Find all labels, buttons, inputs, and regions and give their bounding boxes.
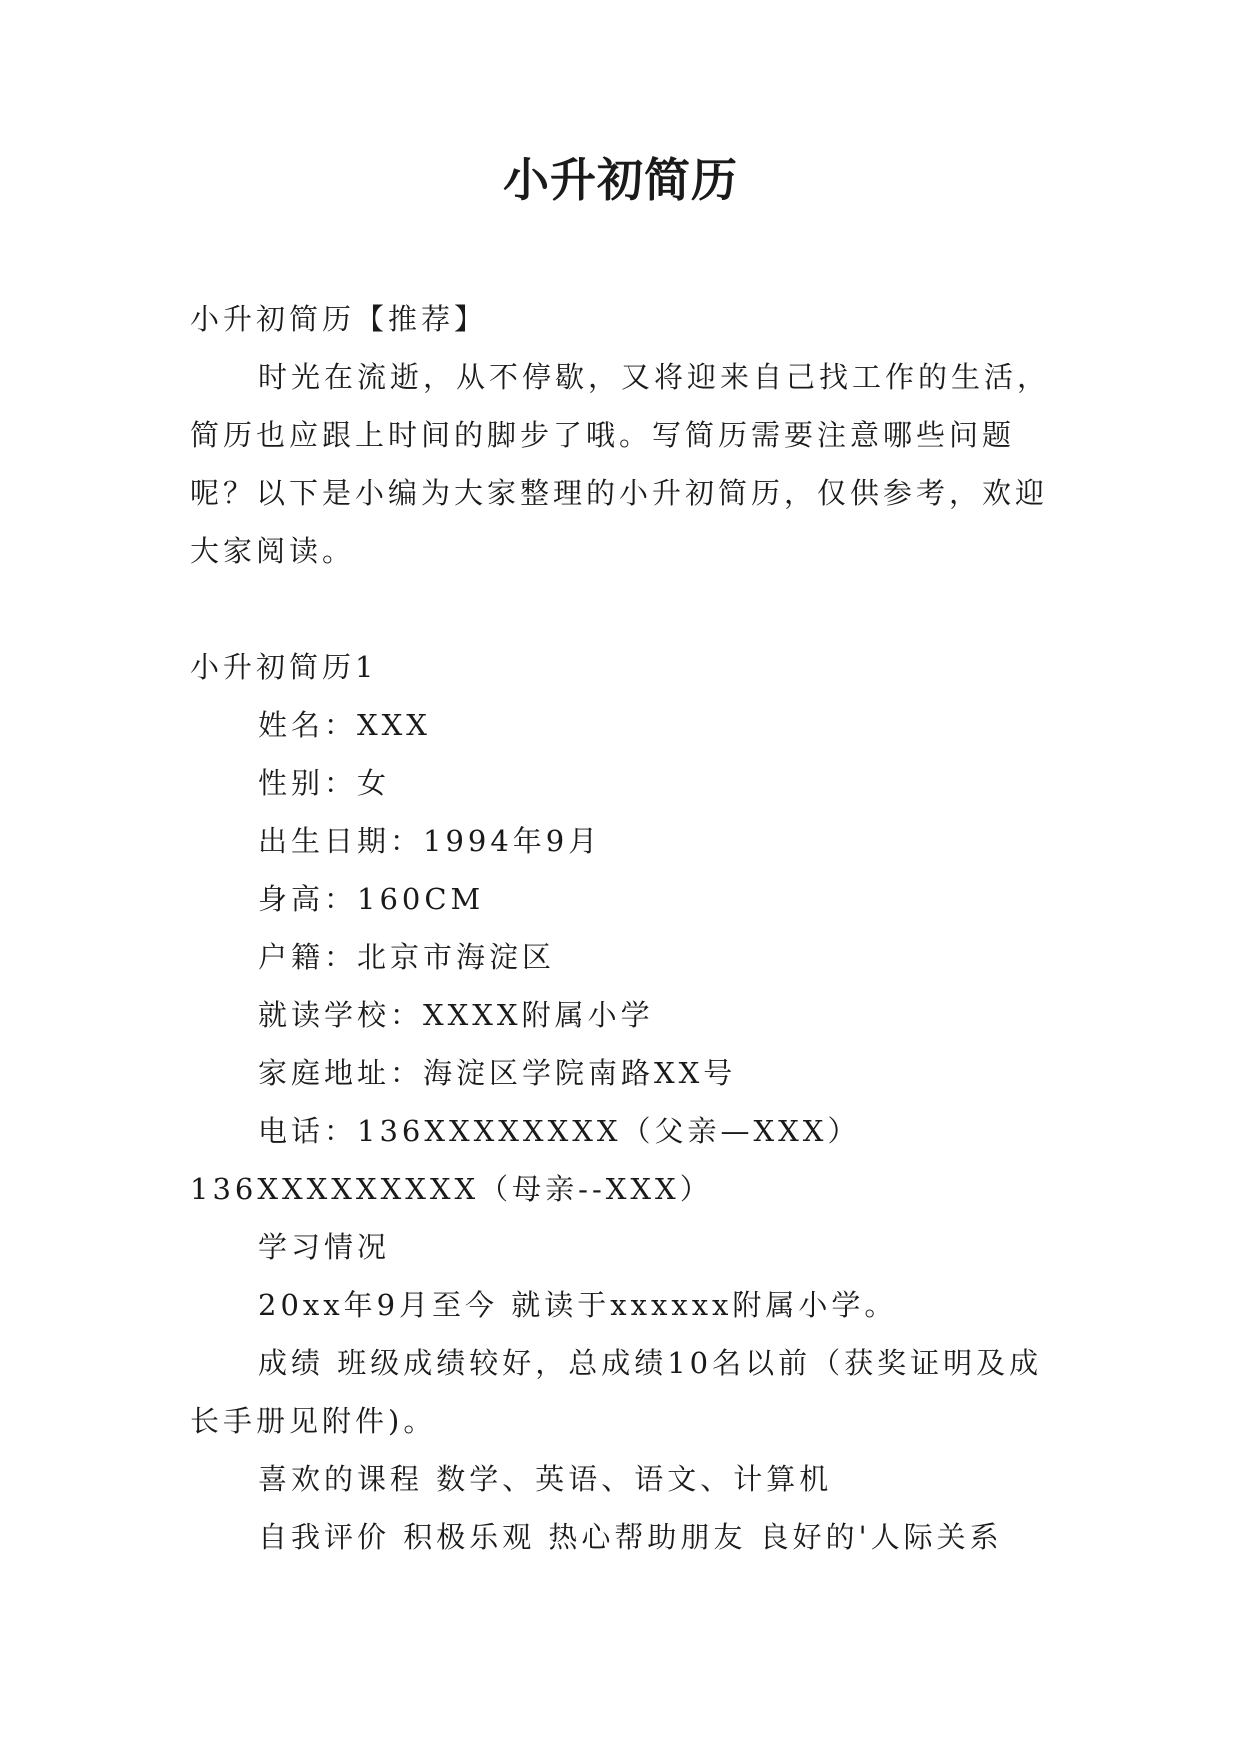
field-phone: 电话：136XXXXXXXX（父亲—XXX） 136XXXXXXXXX（母亲--XXX） xyxy=(190,1114,861,1206)
field-birth-date: 出生日期：1994年9月 xyxy=(258,824,602,858)
field-height: 身高：160CM xyxy=(258,882,485,916)
study-title: 学习情况 xyxy=(258,1230,391,1264)
document-body xyxy=(190,290,1055,1566)
study-period: 20xx年9月至今 就读于xxxxxx附属小学。 xyxy=(258,1288,898,1322)
self-evaluation-paragraph: 自我评价 积极乐观 热心帮助朋友 良好的'人际关系 xyxy=(258,1520,1003,1554)
field-gender: 性别：女 xyxy=(258,766,391,800)
grades-paragraph: 成绩 班级成绩较好，总成绩10名以前（获奖证明及成长手册见附件)。 xyxy=(190,1346,1043,1438)
field-hukou: 户籍：北京市海淀区 xyxy=(258,940,556,974)
paragraph-gap xyxy=(190,580,1055,638)
section-title: 小升初简历1 xyxy=(190,650,378,684)
courses-paragraph: 喜欢的课程 数学、英语、语文、计算机 xyxy=(258,1462,833,1496)
field-school: 就读学校：XXXX附属小学 xyxy=(258,998,654,1032)
document-title: 小升初简历 xyxy=(503,153,738,207)
document-heading: 小升初简历【推荐】 xyxy=(190,302,488,336)
field-address: 家庭地址：海淀区学院南路XX号 xyxy=(258,1056,737,1090)
field-name: 姓名：XXX xyxy=(258,708,431,742)
intro-paragraph: 时光在流逝，从不停歇，又将迎来自己找工作的生活，简历也应跟上时间的脚步了哦。写简历需要注意哪些问题呢？以下是小编为大家整理的小升初简历，仅供参考，欢迎大家阅读。 xyxy=(190,360,1051,568)
